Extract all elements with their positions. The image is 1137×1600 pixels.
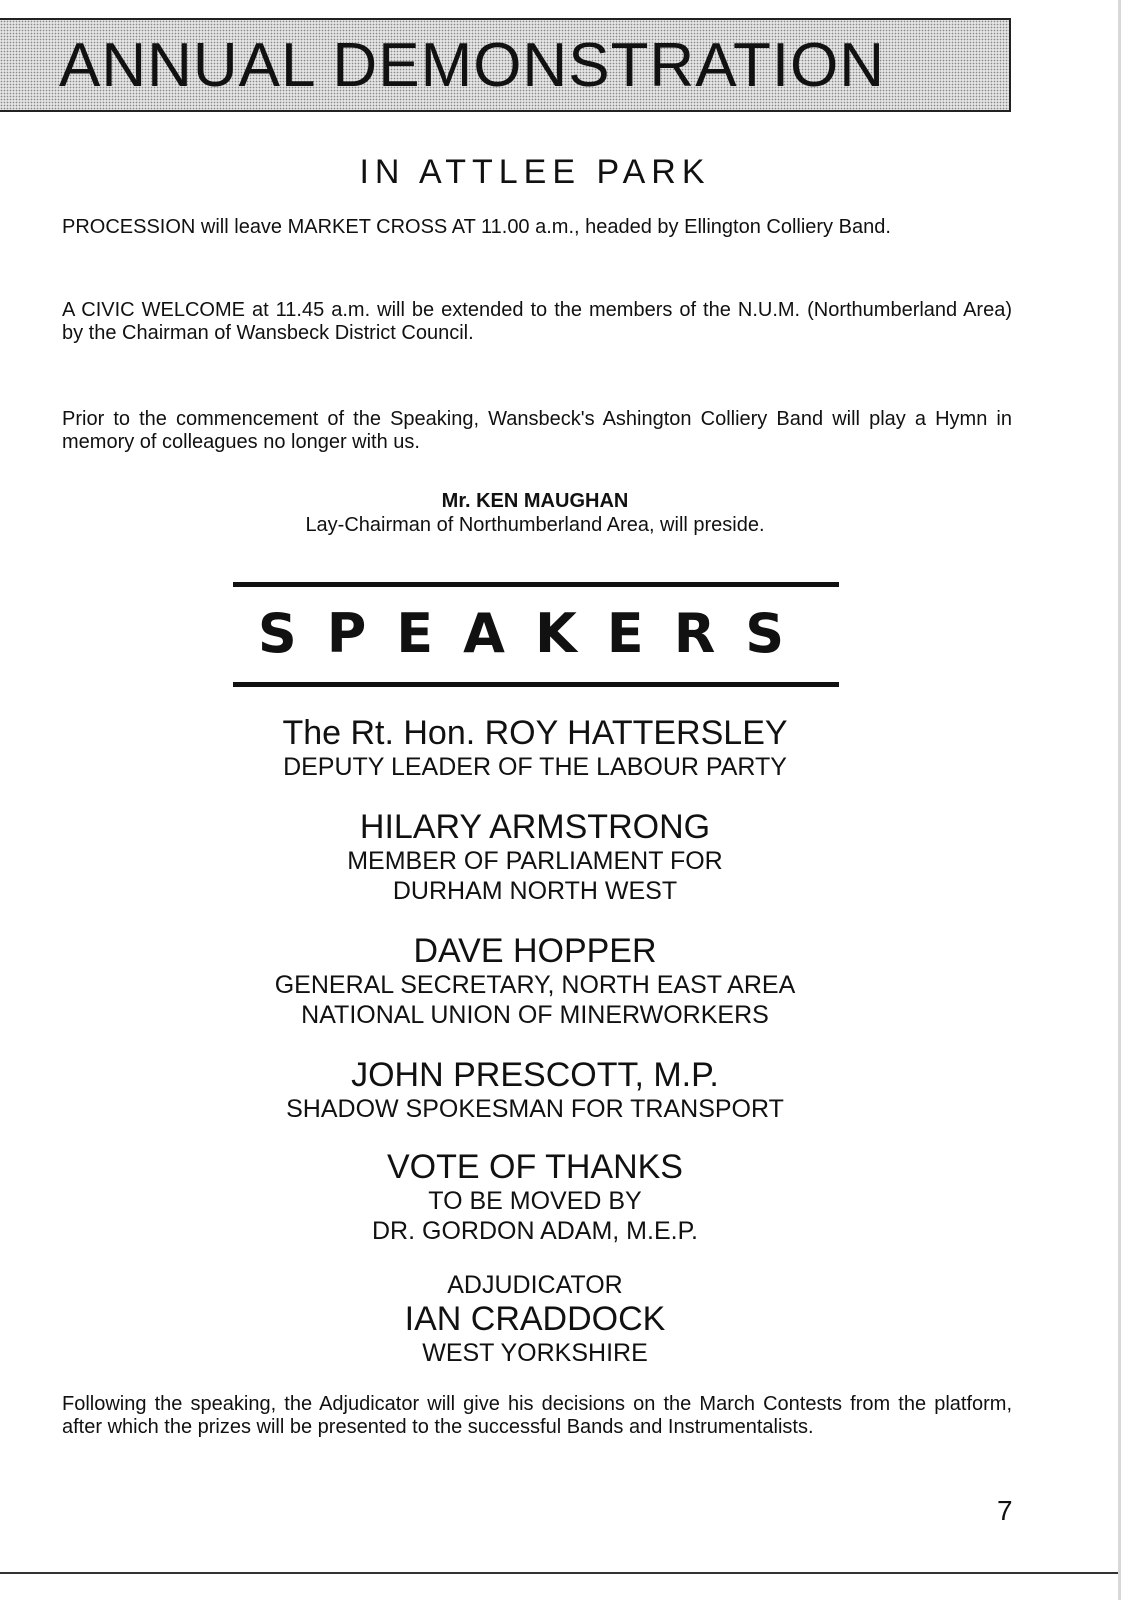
adjudicator-name: IAN CRADDOCK [404, 1300, 666, 1338]
speaker-entry [0, 932, 1070, 1030]
page-title: ANNUAL DEMONSTRATION [59, 31, 886, 100]
speaker-description: MEMBER OF PARLIAMENT FOR [347, 847, 723, 875]
speaker-entry [0, 1056, 1070, 1124]
speaker-description: DURHAM NORTH WEST [392, 877, 678, 905]
speaker-name: HILARY ARMSTRONG [359, 808, 711, 846]
speaker-description: GENERAL SECRETARY, NORTH EAST AREA [274, 971, 796, 999]
venue-subtitle: IN ATTLEE PARK [359, 153, 711, 191]
speaker-description: NATIONAL UNION OF MINERWORKERS [301, 1001, 769, 1029]
presider-block [0, 489, 1070, 537]
speaker-description: DR. GORDON ADAM, M.E.P. [372, 1217, 698, 1245]
speaker-entry [0, 714, 1070, 782]
speaker-name: The Rt. Hon. ROY HATTERSLEY [282, 714, 788, 752]
page-edge [1118, 0, 1121, 1600]
speaker-entry [0, 808, 1070, 906]
procession-paragraph: PROCESSION will leave MARKET CROSS AT 11.00 a.m., headed by Ellington Colliery Band. [62, 216, 891, 238]
speaker-description: DEPUTY LEADER OF THE LABOUR PARTY [283, 753, 787, 781]
presider-name: Mr. KEN MAUGHAN [441, 490, 629, 512]
speakers-top-rule [233, 582, 839, 587]
adjudicator-label: ADJUDICATOR [447, 1271, 623, 1299]
adjudicator-entry [0, 1270, 1070, 1368]
vote-of-thanks-entry [0, 1148, 1070, 1246]
hymn-paragraph: Prior to the commencement of the Speaking, Wansbeck's Ashington Colliery Band will play a Hymn in memory of colleagues no longer with us. [62, 408, 1012, 453]
vote-of-thanks-title: VOTE OF THANKS [387, 1148, 683, 1186]
footer-rule [0, 1572, 1120, 1574]
title-banner [0, 18, 1011, 112]
speaker-name: JOHN PRESCOTT, M.P. [351, 1056, 719, 1094]
speaker-description: SHADOW SPOKESMAN FOR TRANSPORT [286, 1095, 784, 1123]
speaker-description: TO BE MOVED BY [428, 1187, 642, 1215]
presider-role: Lay-Chairman of Northumberland Area, will preside. [305, 514, 765, 536]
civic-welcome-paragraph: A CIVIC WELCOME at 11.45 a.m. will be extended to the members of the N.U.M. (Northumberland Area) by the Chairman of Wansbeck District Council. [62, 299, 1012, 344]
page-number: 7 [997, 1495, 1013, 1526]
speakers-bottom-rule [233, 682, 839, 687]
speaker-name: DAVE HOPPER [413, 932, 657, 970]
closing-paragraph: Following the speaking, the Adjudicator will give his decisions on the March Contests from the platform, after which the prizes will be presented to the successful Bands and Instrumentalists. [62, 1393, 1012, 1438]
adjudicator-location: WEST YORKSHIRE [422, 1339, 648, 1367]
speakers-heading: SPEAKERS [257, 602, 815, 665]
